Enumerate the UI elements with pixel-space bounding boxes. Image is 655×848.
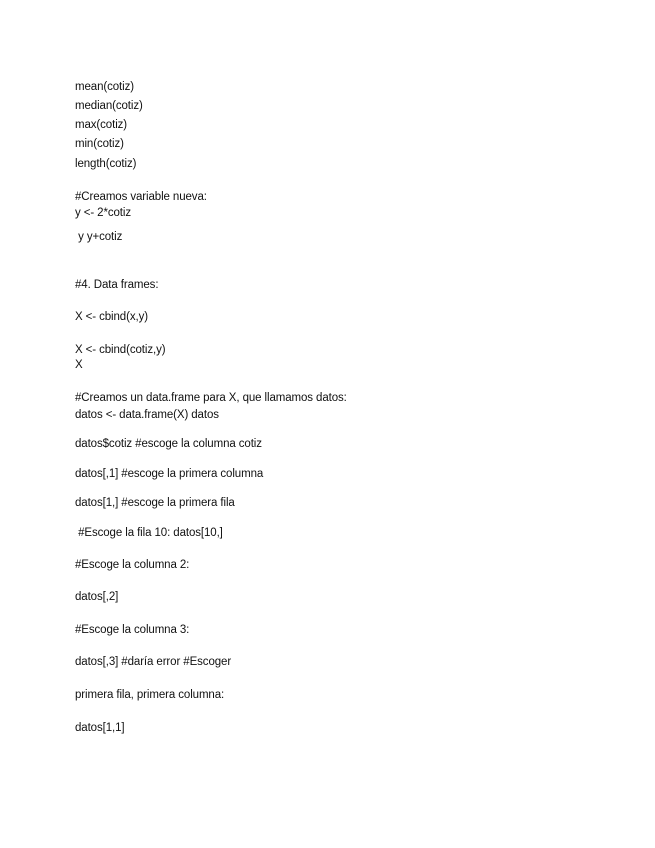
code-line-length: length(cotiz) [75, 158, 137, 170]
code-line-select-cell: datos[1,1] [75, 722, 125, 734]
code-line-mean: mean(cotiz) [75, 81, 134, 93]
code-line-column-cotiz: datos$cotiz #escoge la columna cotiz [75, 438, 262, 450]
code-line-median: median(cotiz) [75, 100, 143, 112]
code-line-first-row: datos[1,] #escoge la primera fila [75, 497, 235, 509]
code-line-select-column-3: datos[,3] #daría error #Escoger [75, 656, 232, 668]
comment-line-column-2: #Escoge la columna 2: [75, 559, 190, 571]
comment-line-column-3: #Escoge la columna 3: [75, 624, 190, 636]
code-line-first-column: datos[,1] #escoge la primera columna [75, 468, 264, 480]
code-line-print-x: X [75, 359, 83, 371]
code-line-row-10: #Escoge la fila 10: datos[10,] [75, 527, 223, 539]
comment-line-new-variable: #Creamos variable nueva: [75, 191, 207, 203]
code-line-assign-y: y <- 2*cotiz [75, 207, 132, 219]
section-heading-data-frames: #4. Data frames: [75, 279, 159, 291]
code-line-dataframe: datos <- data.frame(X) datos [75, 409, 219, 421]
code-line-min: min(cotiz) [75, 138, 124, 150]
code-line-cbind-xy: X <- cbind(x,y) [75, 311, 148, 323]
code-line-select-column-2: datos[,2] [75, 591, 119, 603]
code-line-y-sum: y y+cotiz [75, 231, 123, 243]
comment-line-first-row-first-column: primera fila, primera columna: [75, 689, 225, 701]
code-line-cbind-cotiz-y: X <- cbind(cotiz,y) [75, 344, 166, 356]
code-line-max: max(cotiz) [75, 119, 128, 131]
comment-line-create-dataframe: #Creamos un data.frame para X, que llamamos datos: [75, 392, 347, 404]
